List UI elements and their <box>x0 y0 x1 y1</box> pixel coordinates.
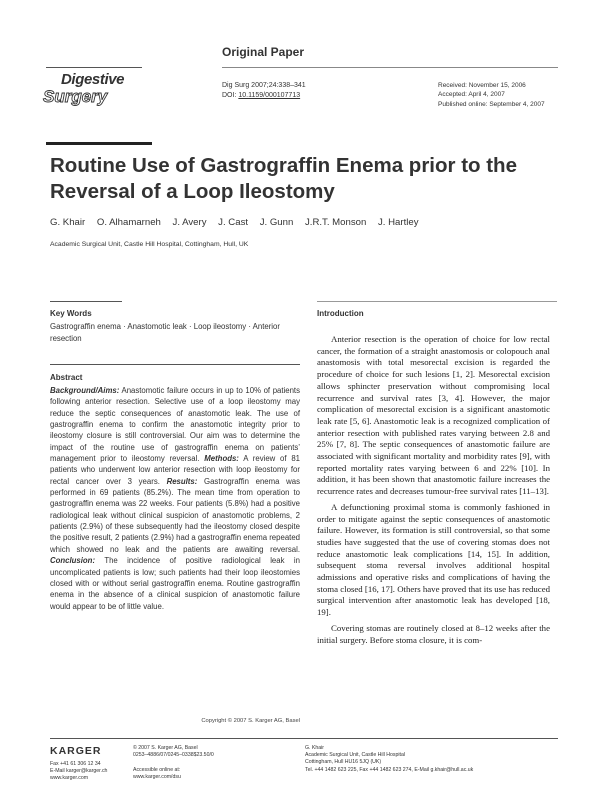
published-date: Published online: September 4, 2007 <box>438 100 545 108</box>
author: J. Avery <box>172 217 207 228</box>
publisher-logo: KARGER <box>50 745 102 757</box>
corr-contact: Tel. +44 1482 623 225, Fax +44 1482 623 274, E-Mail g.khair@hull.ac.uk <box>305 766 474 773</box>
body-paragraph: Anterior resection is the operation of choice for low rectal cancer, the formation of a straight anastomosis or colopouch anal anastomosis with total mesorectal excision is regarded the procedure of choice for such lesions [1, 2]. Mesorectal excision allows sphincter preservation without compromising local recurrence and survival rates [3, 4]. However, the major complication of mesorectal excision is a significant anastomotic leak rate [5, 6]. Anastomotic leak is a recognized complication of anterior resection with published rates varying between 2.8 and 25% [7, 8]. The septic consequences of anastomotic failure are associated with significant mortality and morbidity rates [9], with reported mortality rates varying between 6 and 22% [10]. In addition, it has been shown that anastomotic failure increases the recurrence rates and decreases tumour-free survival rates [11–13]. <box>317 334 550 497</box>
keywords-rule <box>50 301 122 302</box>
fax: Fax +41 61 306 12 34 <box>50 761 101 767</box>
journal-logo <box>40 68 140 108</box>
website-link[interactable]: www.karger.com <box>50 775 89 782</box>
keywords-heading: Key Words <box>50 309 92 318</box>
doi-line <box>222 91 306 101</box>
journal-logo-line2: Surgery <box>43 87 108 106</box>
copyright-line: © 2007 S. Karger AG, Basel <box>133 745 198 751</box>
access-label: Accessible online at: <box>133 766 181 773</box>
keywords-text: Gastrograffin enema · Anastomotic leak · Loop ileostomy · Anterior resection <box>50 322 280 343</box>
abstract-rule <box>50 364 300 365</box>
abstract-text <box>50 385 300 612</box>
accepted-date: Accepted: April 4, 2007 <box>438 91 505 99</box>
results-text: Gastrograffin enema was performed in 69 patients (85.2%). The mean time from operation to gastrograffin enema was 22 weeks. Four patients (5.8%) had a positive radiological leak without clinical suspicion of anastomotic problems, 2 patients (2.9%) of these subsequently had the ileostomy closed despite the positive result, 2 patients (2.9%) had a gastrograffin enema repeated which showed no leak and the patients are awaiting reversal. <box>50 476 300 554</box>
background-label: Background/Aims: <box>50 386 120 395</box>
introduction-heading: Introduction <box>317 309 364 318</box>
correspondence <box>305 745 473 774</box>
author: O. Alhamarneh <box>96 217 161 228</box>
author: J. Hartley <box>377 217 419 228</box>
affiliation: Academic Surgical Unit, Castle Hill Hospital, Cottingham, Hull, UK <box>50 241 249 248</box>
background-text: Anastomotic failure occurs in up to 10% of patients following anterior resection. Selective use of a loop ileostomy may reduce the septic consequences of anastomotic leak. The use of gastrograffin enema to confirm the anastomotic integrity prior to ileostomy closure is still controversial. Our aim was to determine the impact of the routine use of gastrograffin enema on patients’ management prior to ileostomy reversal. <box>50 386 300 464</box>
abstract-heading: Abstract <box>50 373 83 382</box>
journal-url-link[interactable]: www.karger.com/dsu <box>133 773 181 780</box>
author: G. Khair <box>50 217 86 228</box>
methods-text: A review of 81 patients who underwent low anterior resection with loop ileostomy for rectal cancer over 3 years. <box>50 454 300 486</box>
corr-name: G. Khair <box>305 745 325 751</box>
author: J. Cast <box>218 217 249 228</box>
email: E-Mail karger@karger.ch <box>50 768 108 775</box>
author: J. Gunn <box>259 217 294 228</box>
citation: Dig Surg 2007;24:338–341 <box>222 82 306 89</box>
header-rule-right <box>222 67 558 68</box>
conclusion-text: The incidence of positive radiological leak in uncomplicated patients is low; such patients had their loop ileostomies closed with or without serial gastrograffin enema. Routine gastrograffin enema in the absence of a clinical suspicion of anastomotic failure would appear to be of little value. <box>50 556 300 611</box>
doi-link[interactable]: 10.1159/000107713 <box>238 92 301 99</box>
publisher-contact <box>50 761 107 783</box>
introduction-body <box>317 334 550 650</box>
introduction-rule <box>317 301 557 302</box>
issn-line: 0253–4886/07/0245–0338$23.50/0 <box>133 752 214 759</box>
copyright-notice: Copyright © 2007 S. Karger AG, Basel <box>201 718 300 724</box>
author-list <box>50 217 428 228</box>
received-date: Received: November 15, 2006 <box>438 82 526 89</box>
title-accent-bar <box>46 142 152 145</box>
footer-rule <box>50 738 558 739</box>
author: J.R.T. Monson <box>304 217 367 228</box>
citation-block <box>222 81 306 101</box>
corr-address: Cottingham, Hull HU16 5JQ (UK) <box>305 759 382 766</box>
section-label: Original Paper <box>222 45 305 59</box>
conclusion-label: Conclusion: <box>50 556 96 566</box>
results-label: Results: <box>166 476 198 486</box>
body-paragraph: A defunctioning proximal stoma is commonly fashioned in order to mitigate against the septic consequences of anastomotic failure. However, its formation is still controversial, so that some studies have suggested that the use of covering stomas does not reduce anastomotic leak complications [14, 15]. In addition, subsequent stoma reversal involves additional hospital admissions and operative risks and complications of having the stoma closed [16, 17]. Others have proved that its use has reduced surgical intervention after anastomotic leak has developed [18, 19]. <box>317 501 550 618</box>
corr-unit: Academic Surgical Unit, Castle Hill Hospital <box>305 752 406 759</box>
doi-label: DOI: <box>222 92 239 99</box>
journal-logo-line1: Digestive <box>61 71 125 88</box>
spacer <box>133 759 214 766</box>
publication-dates <box>438 81 545 109</box>
publication-info <box>133 745 214 781</box>
body-paragraph: Covering stomas are routinely closed at 8–12 weeks after the initial surgery. Before stoma closure, it is com- <box>317 622 550 645</box>
article-title: Routine Use of Gastrograffin Enema prior to the Reversal of a Loop Ileostomy <box>50 154 517 203</box>
methods-label: Methods: <box>204 454 239 464</box>
